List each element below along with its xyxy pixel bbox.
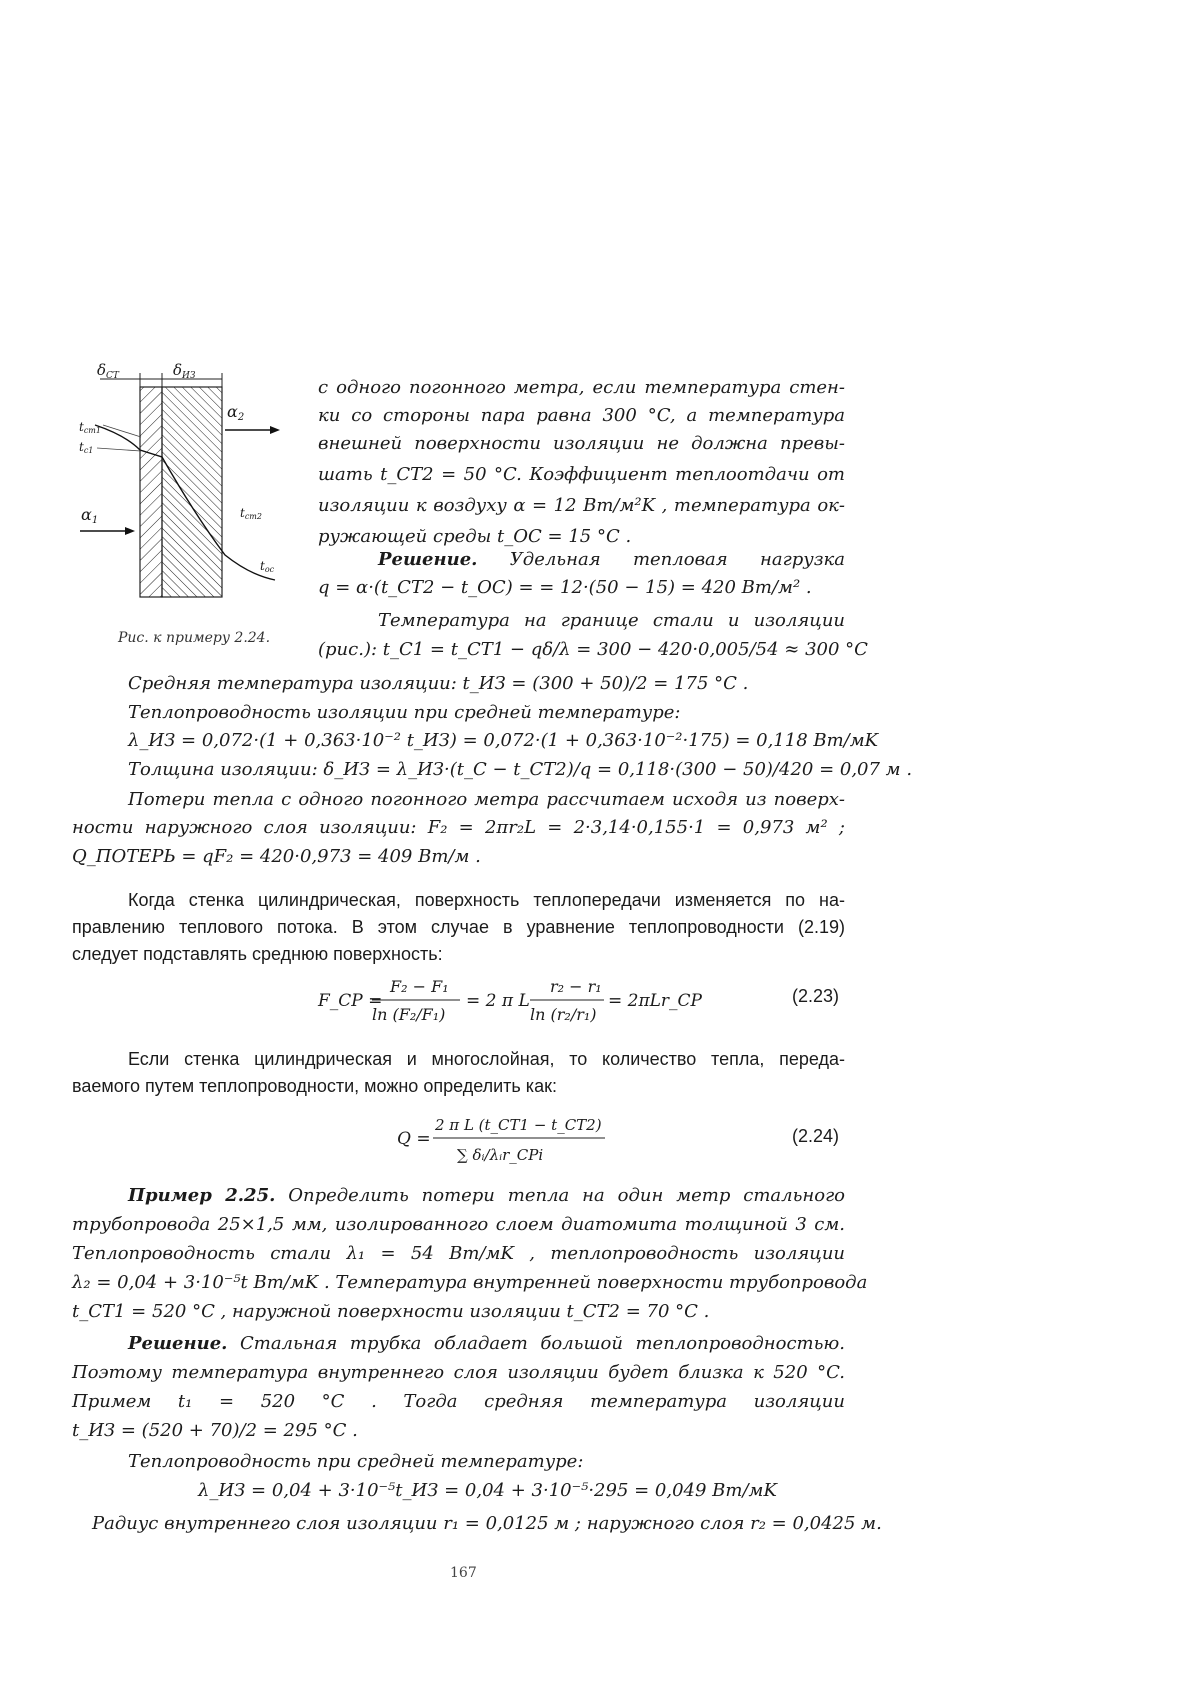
- losses-line3: Q_ПОТЕРЬ = qF₂ = 420·0,973 = 409 Вт/м .: [72, 846, 481, 867]
- paragraph-cylindrical: [72, 887, 845, 968]
- para-line: Если стенка цилиндрическая и многослойная, то количество тепла, переда-: [128, 1049, 845, 1069]
- eq223-frac2-num: r₂ − r₁: [550, 977, 602, 996]
- solution2-line: Поэтому температура внутреннего слоя изоляции будет близка к 520 °C.: [72, 1362, 845, 1383]
- eq223-frac1-den: ln (F₂/F₁): [372, 1005, 446, 1024]
- solution2-line: Примем t₁ = 520 °C . Тогда средняя температура изоляции: [72, 1391, 845, 1412]
- figure-2-24: [75, 361, 305, 625]
- eq223-rhs: = 2πLr_CP: [608, 991, 702, 1011]
- insulation-layer: [162, 387, 222, 597]
- solution2-block: [72, 1329, 845, 1445]
- eq223-lhs: F_CP =: [318, 991, 383, 1011]
- toc-label: toc: [260, 559, 275, 574]
- paragraph-multilayer: [72, 1046, 845, 1100]
- tcm2-label: tcm2: [240, 506, 262, 521]
- eq223-frac1-num: F₂ − F₁: [390, 977, 449, 996]
- example-text: Определить потери тепла на один метр стального: [288, 1185, 846, 1206]
- alpha1-label: α1: [81, 505, 99, 526]
- boundary-line2: (рис.): t_С1 = t_СТ1 − qδ/λ = 300 − 420·0,005/54 ≈ 300 °C: [318, 639, 868, 660]
- solution1-formula: q = α·(t_СТ2 − t_ОС) = = 12·(50 − 15) = 420 Вт/м² .: [318, 577, 812, 598]
- boundary-line1: Температура на границе стали и изоляции: [378, 610, 845, 631]
- tcm1-label: tcm1: [79, 420, 101, 435]
- delta-iz-label: $\delta_{ИЗ}$: [173, 361, 196, 381]
- conductivity2-title: Теплопроводность при средней температуре:: [128, 1451, 584, 1472]
- tc1-label: tc1: [79, 440, 94, 455]
- steel-layer: [140, 387, 162, 597]
- delta-st-label: $\delta_{СТ}$: [97, 361, 119, 381]
- eq224-lhs: Q =: [397, 1129, 431, 1149]
- conductivity2-formula: λ_ИЗ = 0,04 + 3·10⁻⁵t_ИЗ = 0,04 + 3·10⁻⁵·295 = 0,049 Вт/мK: [198, 1480, 777, 1501]
- eq224-num: 2 π L (t_СТ1 − t_СТ2): [435, 1116, 602, 1134]
- eq224-den: ∑ δᵢ/λᵢr_CPi: [457, 1146, 544, 1164]
- thickness-line: Толщина изоляции: δ_ИЗ = λ_ИЗ·(t_С − t_СТ2)/q = 0,118·(300 − 50)/420 = 0,07 м .: [128, 759, 913, 780]
- intro-line: шать t_СТ2 = 50 °C. Коэффициент теплоотдачи от: [318, 464, 845, 485]
- solution1-text: Удельная тепловая нагрузка: [509, 549, 845, 570]
- example-line: трубопровода 25×1,5 мм, изолированного слоем диатомита толщиной 3 см.: [72, 1214, 845, 1235]
- wall-diagram: [75, 361, 305, 625]
- solution2-label: Решение.: [128, 1333, 228, 1354]
- example-label: Пример 2.25.: [128, 1185, 276, 1206]
- para-line: следует подставлять среднюю поверхность:: [72, 944, 443, 964]
- eq223-mid: = 2 π L: [466, 991, 530, 1011]
- eq224-number: (2.24): [792, 1126, 840, 1146]
- intro-line: с одного погонного метра, если температура стен-: [318, 377, 845, 398]
- page-number: 167: [450, 1565, 477, 1581]
- intro-block: [318, 374, 845, 551]
- figure-caption: Рис. к примеру 2.24.: [118, 630, 271, 646]
- eq223-frac2-den: ln (r₂/r₁): [530, 1005, 597, 1024]
- losses-line1: Потери тепла с одного погонного метра рассчитаем исходя из поверх-: [128, 789, 845, 810]
- example-line: Теплопроводность стали λ₁ = 54 Вт/мK , теплопроводность изоляции: [72, 1243, 845, 1264]
- solution2-line: [72, 1329, 845, 1358]
- example-line: [72, 1181, 845, 1210]
- equation-2-23: [310, 970, 702, 1030]
- equation-2-24: [395, 1108, 615, 1170]
- alpha2-label: α2: [227, 402, 245, 423]
- example-line: t_СТ1 = 520 °C , наружной поверхности изоляции t_СТ2 = 70 °C .: [72, 1301, 710, 1322]
- solution1-line: [378, 546, 845, 574]
- intro-line: изоляции к воздуху α = 12 Вт/м²K , температура ок-: [318, 495, 845, 516]
- intro-line: ки со стороны пара равна 300 °C, а температура: [318, 405, 845, 426]
- eq223-number: (2.23): [792, 986, 840, 1006]
- solution2-line: t_ИЗ = (520 + 70)/2 = 295 °C .: [72, 1420, 358, 1441]
- mean-temp-line: Средняя температура изоляции: t_ИЗ = (300 + 50)/2 = 175 °C .: [128, 673, 749, 694]
- solution1-label: Решение.: [378, 549, 478, 570]
- radius-line: Радиус внутреннего слоя изоляции r₁ = 0,0125 м ; наружного слоя r₂ = 0,0425 м.: [92, 1513, 882, 1534]
- para-line: ваемого путем теплопроводности, можно определить как:: [72, 1076, 557, 1096]
- example-line: λ₂ = 0,04 + 3·10⁻⁵t Вт/мK . Температура внутренней поверхности трубопровода: [72, 1272, 868, 1293]
- para-line: Когда стенка цилиндрическая, поверхность теплопередачи изменяется по на-: [128, 890, 845, 910]
- solution2-text: Стальная трубка обладает большой теплопроводностью.: [239, 1333, 845, 1354]
- intro-line: внешней поверхности изоляции не должна превы-: [318, 433, 845, 454]
- conductivity-formula: λ_ИЗ = 0,072·(1 + 0,363·10⁻² t_ИЗ) = 0,072·(1 + 0,363·10⁻²·175) = 0,118 Вт/мK: [128, 730, 879, 751]
- intro-line: ружающей среды t_ОС = 15 °C .: [318, 526, 632, 547]
- losses-line2: ности наружного слоя изоляции: F₂ = 2πr₂L = 2·3,14·0,155·1 = 0,973 м² ;: [72, 817, 845, 838]
- para-line: правлению теплового потока. В этом случае в уравнение теплопроводности (2.19): [72, 917, 845, 937]
- conductivity-title: Теплопроводность изоляции при средней температуре:: [128, 702, 681, 723]
- example-2-25: [72, 1181, 868, 1326]
